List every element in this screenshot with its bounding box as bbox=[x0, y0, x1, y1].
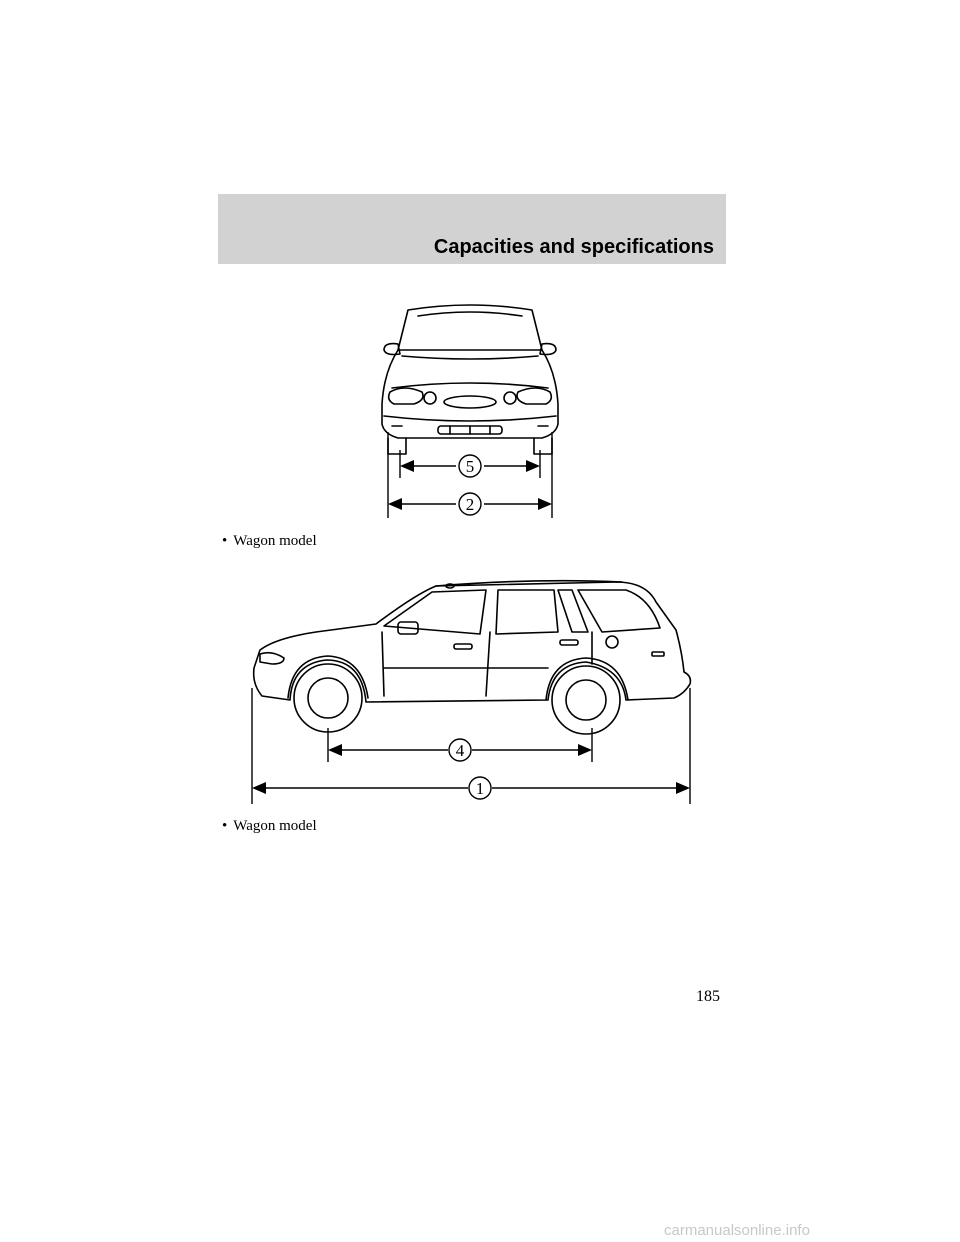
arrow-2-right bbox=[538, 498, 552, 510]
dimension-label-2: 2 bbox=[465, 495, 475, 514]
front-window bbox=[384, 590, 486, 634]
left-tire bbox=[388, 438, 406, 454]
right-headlight bbox=[517, 388, 551, 404]
caption-front-view bbox=[222, 533, 317, 550]
arrow-4-left bbox=[328, 744, 342, 756]
front-view-diagram bbox=[370, 292, 570, 522]
rear-door-window bbox=[496, 590, 558, 634]
rear-door-handle bbox=[560, 640, 578, 645]
wagon-body-outline bbox=[254, 582, 691, 702]
arrow-5-left bbox=[400, 460, 414, 472]
caption-text: Wagon model bbox=[233, 533, 317, 549]
dimension-label-1: 1 bbox=[475, 779, 485, 798]
arrow-4-right bbox=[578, 744, 592, 756]
pillar-window bbox=[558, 590, 588, 632]
front-wheel bbox=[294, 664, 362, 732]
arrow-1-right bbox=[676, 782, 690, 794]
caption-side-view bbox=[222, 818, 317, 835]
front-door-handle bbox=[454, 644, 472, 649]
caption-bullet: • bbox=[222, 818, 228, 834]
page-number: 185 bbox=[696, 988, 720, 1005]
caption-text: Wagon model bbox=[233, 818, 317, 834]
dimension-label-4: 4 bbox=[455, 741, 465, 760]
fuel-door bbox=[606, 636, 618, 648]
car-body-outline bbox=[382, 350, 558, 438]
front-view-illustration bbox=[370, 292, 570, 522]
cargo-window bbox=[578, 590, 660, 632]
left-headlight bbox=[389, 388, 423, 404]
arrow-1-left bbox=[252, 782, 266, 794]
dimension-label-5: 5 bbox=[465, 457, 475, 476]
footer-watermark-url[interactable]: carmanualsonline.info bbox=[664, 1222, 810, 1239]
rear-wheel bbox=[552, 666, 620, 734]
side-view-diagram bbox=[236, 572, 712, 808]
rear-marker-light bbox=[652, 652, 664, 656]
arrow-2-left bbox=[388, 498, 402, 510]
headlight bbox=[260, 653, 284, 664]
grille bbox=[444, 396, 496, 408]
section-title: Capacities and specifications bbox=[433, 236, 714, 258]
right-tire bbox=[534, 438, 552, 454]
side-view-illustration bbox=[236, 572, 712, 808]
caption-bullet: • bbox=[222, 533, 228, 549]
arrow-5-right bbox=[526, 460, 540, 472]
section-header-band bbox=[218, 194, 726, 264]
